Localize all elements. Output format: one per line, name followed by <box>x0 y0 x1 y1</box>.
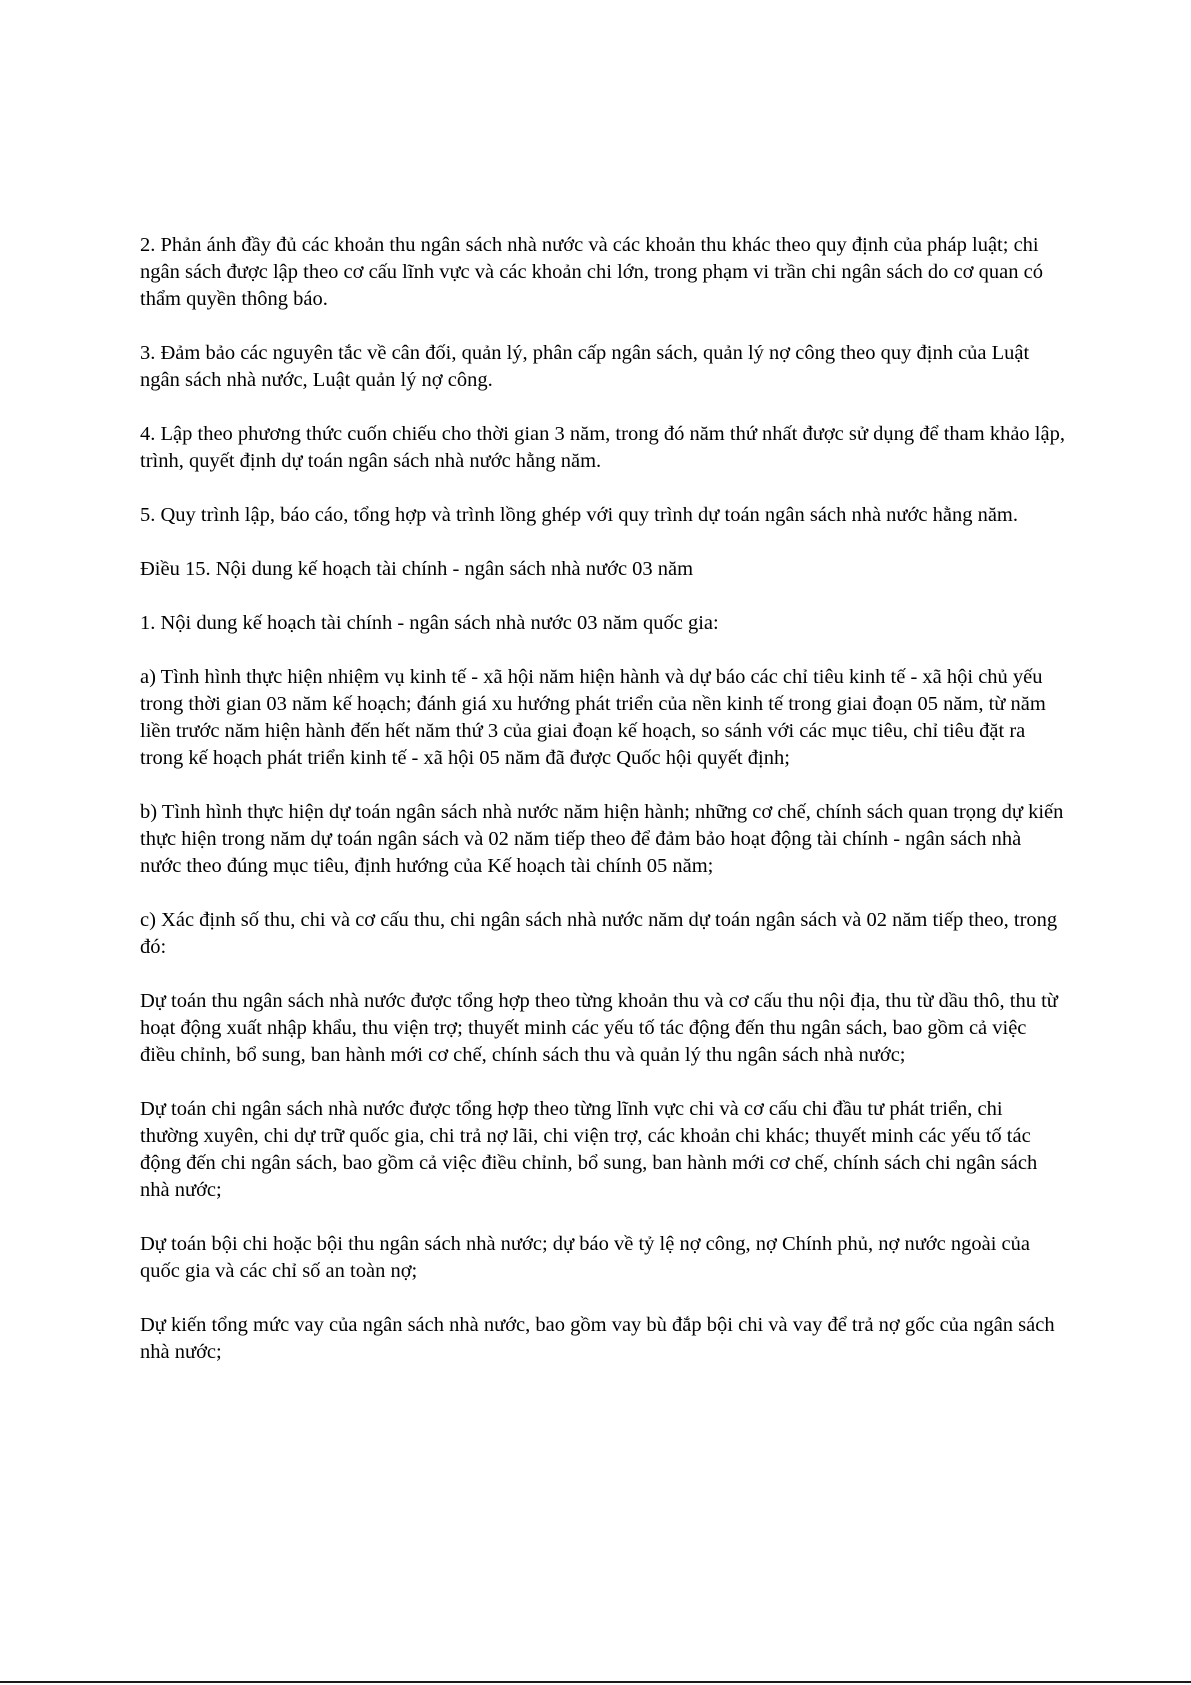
paragraph-item-c: c) Xác định số thu, chi và cơ cấu thu, chi ngân sách nhà nước năm dự toán ngân sách và 02 năm tiếp theo, trong đó: <box>140 909 1058 958</box>
paragraph-item-a: a) Tình hình thực hiện nhiệm vụ kinh tế - xã hội năm hiện hành và dự báo các chỉ tiêu kinh tế - xã hội chủ yếu trong thời gian 03 năm kế hoạch; đánh giá xu hướng phát triển của nền kinh tế trong giai đoạn 05 năm, từ năm liền trước năm hiện hành đến hết năm thứ 3 của giai đoạn kế hoạch, so sánh với các mục tiêu, chỉ tiêu đặt ra trong kế hoạch phát triển kinh tế - xã hội 05 năm đã được Quốc hội quyết định; <box>140 666 1046 769</box>
document-body <box>140 232 1065 1366</box>
paragraph-item-4: 4. Lập theo phương thức cuốn chiếu cho thời gian 3 năm, trong đó năm thứ nhất được sử dụng để tham khảo lập, trình, quyết định dự toán ngân sách nhà nước hằng năm. <box>140 423 1065 472</box>
page-bottom-rule <box>0 1681 1191 1683</box>
paragraph-item-5: 5. Quy trình lập, báo cáo, tổng hợp và trình lồng ghép với quy trình dự toán ngân sách nhà nước hằng năm. <box>140 504 1018 526</box>
paragraph-borrowing-estimate: Dự kiến tổng mức vay của ngân sách nhà nước, bao gồm vay bù đắp bội chi và vay để trả nợ gốc của ngân sách nhà nước; <box>140 1314 1055 1363</box>
paragraph-revenue-estimate: Dự toán thu ngân sách nhà nước được tổng hợp theo từng khoản thu và cơ cấu thu nội địa, thu từ dầu thô, thu từ hoạt động xuất nhập khẩu, thu viện trợ; thuyết minh các yếu tố tác động đến thu ngân sách, bao gồm cả việc điều chỉnh, bổ sung, ban hành mới cơ chế, chính sách thu và quản lý thu ngân sách nhà nước; <box>140 990 1058 1066</box>
paragraph-item-1: 1. Nội dung kế hoạch tài chính - ngân sách nhà nước 03 năm quốc gia: <box>140 612 719 634</box>
paragraph-item-3: 3. Đảm bảo các nguyên tắc về cân đối, quản lý, phân cấp ngân sách, quản lý nợ công theo quy định của Luật ngân sách nhà nước, Luật quản lý nợ công. <box>140 342 1030 391</box>
paragraph-deficit-estimate: Dự toán bội chi hoặc bội thu ngân sách nhà nước; dự báo về tỷ lệ nợ công, nợ Chính phủ, nợ nước ngoài của quốc gia và các chỉ số an toàn nợ; <box>140 1233 1030 1282</box>
article-15-heading: Điều 15. Nội dung kế hoạch tài chính - ngân sách nhà nước 03 năm <box>140 558 694 580</box>
paragraph-item-2: 2. Phản ánh đầy đủ các khoản thu ngân sách nhà nước và các khoản thu khác theo quy định của pháp luật; chi ngân sách được lập theo cơ cấu lĩnh vực và các khoản chi lớn, trong phạm vi trần chi ngân sách do cơ quan có thẩm quyền thông báo. <box>140 234 1043 310</box>
paragraph-expenditure-estimate: Dự toán chi ngân sách nhà nước được tổng hợp theo từng lĩnh vực chi và cơ cấu chi đầu tư phát triển, chi thường xuyên, chi dự trữ quốc gia, chi trả nợ lãi, chi viện trợ, các khoản chi khác; thuyết minh các yếu tố tác động đến chi ngân sách, bao gồm cả việc điều chỉnh, bổ sung, ban hành mới cơ chế, chính sách chi ngân sách nhà nước; <box>140 1098 1038 1201</box>
paragraph-item-b: b) Tình hình thực hiện dự toán ngân sách nhà nước năm hiện hành; những cơ chế, chính sách quan trọng dự kiến thực hiện trong năm dự toán ngân sách và 02 năm tiếp theo để đảm bảo hoạt động tài chính - ngân sách nhà nước theo đúng mục tiêu, định hướng của Kế hoạch tài chính 05 năm; <box>140 801 1064 877</box>
